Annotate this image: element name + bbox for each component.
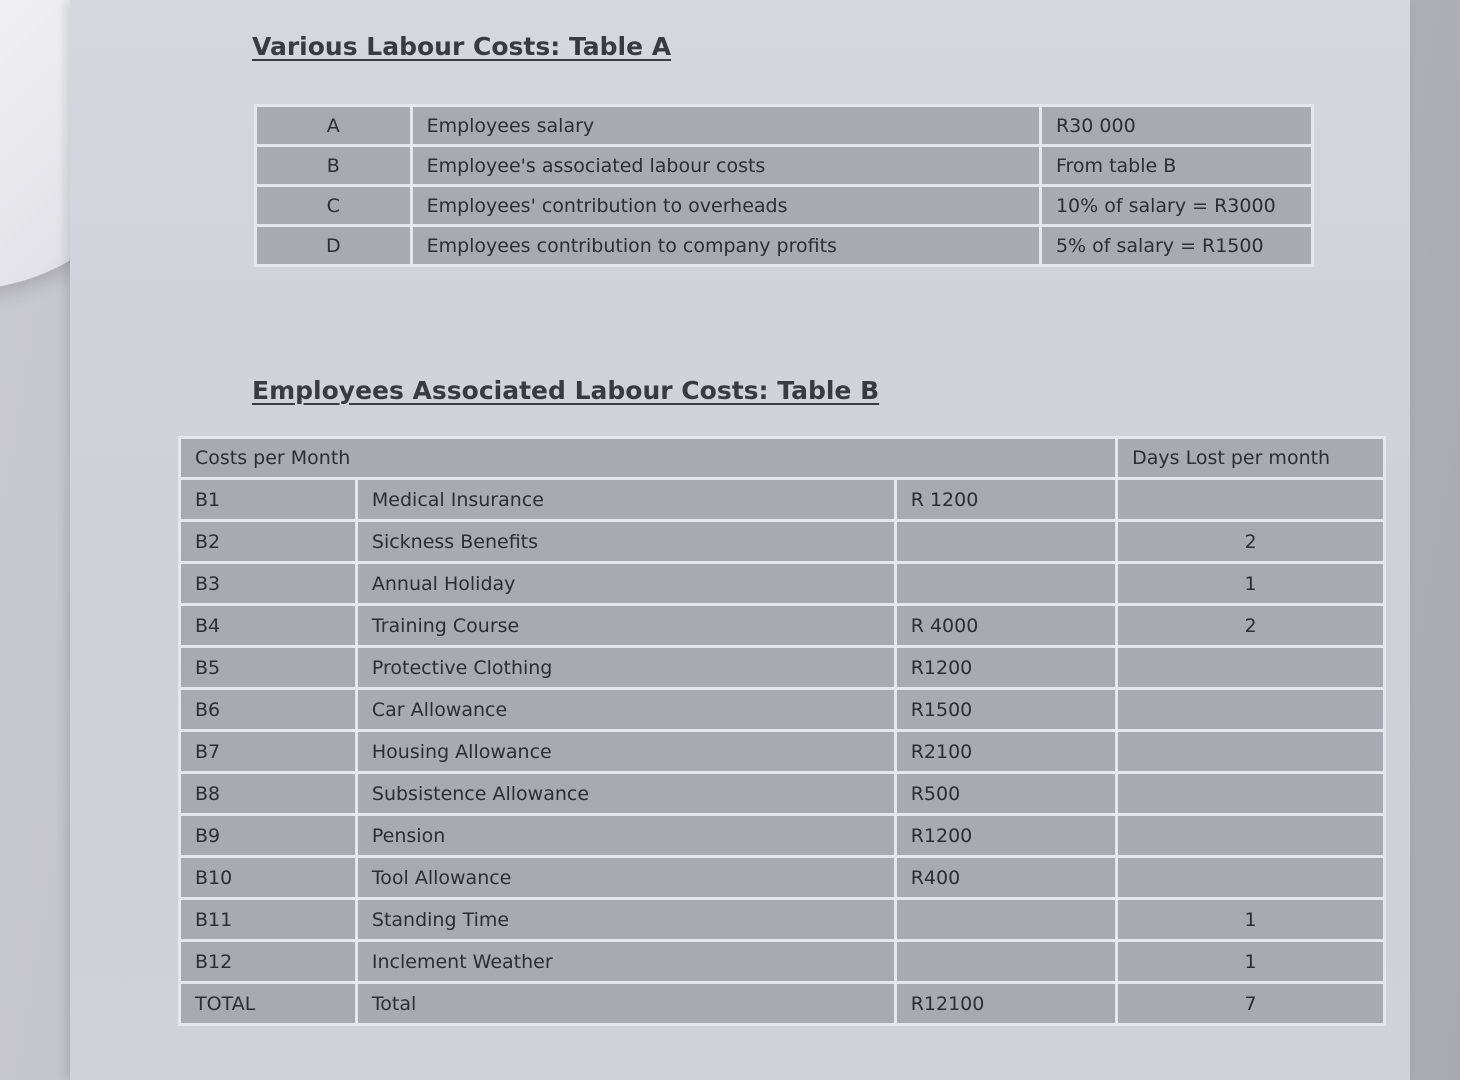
table-b-cost xyxy=(897,564,1115,603)
table-b-title: Employees Associated Labour Costs: Table B xyxy=(252,376,880,405)
table-b-cost: R 4000 xyxy=(897,606,1115,645)
table-b-code: B1 xyxy=(181,480,355,519)
paper-page xyxy=(70,0,1410,1080)
table-b-header-row xyxy=(181,439,1383,477)
table-b-days: 1 xyxy=(1118,900,1383,939)
header-costs-per-month: Costs per Month xyxy=(181,439,1115,477)
table-b-code: B4 xyxy=(181,606,355,645)
table-b-row xyxy=(181,648,1383,687)
table-b-days xyxy=(1118,858,1383,897)
table-b xyxy=(178,436,1386,1026)
table-a-row xyxy=(257,227,1311,264)
table-b-code: B6 xyxy=(181,690,355,729)
table-b-item: Tool Allowance xyxy=(358,858,894,897)
table-a-letter: C xyxy=(257,187,410,224)
table-a-row xyxy=(257,187,1311,224)
table-a-letter: D xyxy=(257,227,410,264)
table-b-row xyxy=(181,984,1383,1023)
table-b-code: TOTAL xyxy=(181,984,355,1023)
table-b-days xyxy=(1118,480,1383,519)
table-b-cost: R12100 xyxy=(897,984,1115,1023)
table-b-item: Pension xyxy=(358,816,894,855)
table-b-cost: R1500 xyxy=(897,690,1115,729)
table-b-code: B2 xyxy=(181,522,355,561)
table-a-title: Various Labour Costs: Table A xyxy=(252,32,672,61)
table-a xyxy=(254,104,1314,267)
table-b-days: 1 xyxy=(1118,564,1383,603)
table-b-item: Sickness Benefits xyxy=(358,522,894,561)
table-b-cost: R 1200 xyxy=(897,480,1115,519)
table-b-code: B10 xyxy=(181,858,355,897)
table-b-item: Inclement Weather xyxy=(358,942,894,981)
table-b-row xyxy=(181,480,1383,519)
table-a-row xyxy=(257,107,1311,144)
table-b-days: 1 xyxy=(1118,942,1383,981)
table-b-item: Training Course xyxy=(358,606,894,645)
table-b-item: Total xyxy=(358,984,894,1023)
table-a-description: Employees contribution to company profits xyxy=(413,227,1039,264)
table-b-days xyxy=(1118,648,1383,687)
table-b-code: B5 xyxy=(181,648,355,687)
table-b-cost xyxy=(897,522,1115,561)
table-a-value: 5% of salary = R1500 xyxy=(1042,227,1311,264)
table-b-row xyxy=(181,816,1383,855)
table-b-row xyxy=(181,522,1383,561)
table-b-cost: R1200 xyxy=(897,816,1115,855)
table-b-code: B9 xyxy=(181,816,355,855)
table-b-code: B3 xyxy=(181,564,355,603)
table-a-description: Employees salary xyxy=(413,107,1039,144)
table-b-item: Annual Holiday xyxy=(358,564,894,603)
table-b-code: B12 xyxy=(181,942,355,981)
table-b-cost: R400 xyxy=(897,858,1115,897)
table-b-cost: R500 xyxy=(897,774,1115,813)
table-b-days: 2 xyxy=(1118,522,1383,561)
table-b-cost: R1200 xyxy=(897,648,1115,687)
table-b-item: Standing Time xyxy=(358,900,894,939)
table-b-days xyxy=(1118,690,1383,729)
table-b-row xyxy=(181,942,1383,981)
table-b-item: Protective Clothing xyxy=(358,648,894,687)
table-b-row xyxy=(181,900,1383,939)
table-b-code: B8 xyxy=(181,774,355,813)
table-b-item: Housing Allowance xyxy=(358,732,894,771)
table-a-description: Employee's associated labour costs xyxy=(413,147,1039,184)
table-b-item: Subsistence Allowance xyxy=(358,774,894,813)
table-b-row xyxy=(181,564,1383,603)
table-b-row xyxy=(181,690,1383,729)
table-b-days: 2 xyxy=(1118,606,1383,645)
table-b-days xyxy=(1118,774,1383,813)
header-days-lost: Days Lost per month xyxy=(1118,439,1383,477)
table-b-code: B11 xyxy=(181,900,355,939)
table-b-days xyxy=(1118,816,1383,855)
table-a-row xyxy=(257,147,1311,184)
table-b-cost: R2100 xyxy=(897,732,1115,771)
table-b-cost xyxy=(897,900,1115,939)
table-a-value: From table B xyxy=(1042,147,1311,184)
table-b-item: Medical Insurance xyxy=(358,480,894,519)
table-b-row xyxy=(181,606,1383,645)
table-a-letter: A xyxy=(257,107,410,144)
table-b-days: 7 xyxy=(1118,984,1383,1023)
table-b-row xyxy=(181,858,1383,897)
table-a-value: R30 000 xyxy=(1042,107,1311,144)
table-b-item: Car Allowance xyxy=(358,690,894,729)
table-a-letter: B xyxy=(257,147,410,184)
table-b-code: B7 xyxy=(181,732,355,771)
table-b-row xyxy=(181,732,1383,771)
table-b-days xyxy=(1118,732,1383,771)
table-b-cost xyxy=(897,942,1115,981)
table-a-description: Employees' contribution to overheads xyxy=(413,187,1039,224)
table-b-row xyxy=(181,774,1383,813)
table-a-value: 10% of salary = R3000 xyxy=(1042,187,1311,224)
